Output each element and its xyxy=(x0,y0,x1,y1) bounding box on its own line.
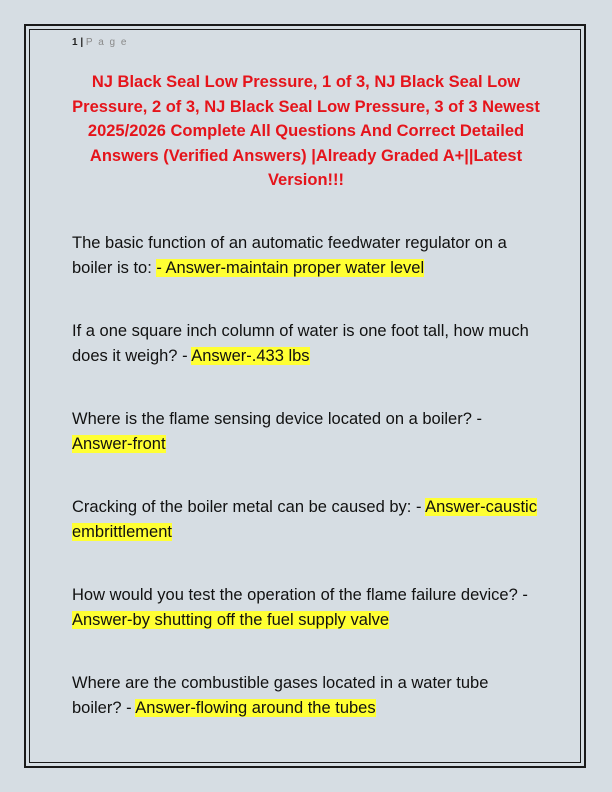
question-text: Cracking of the boiler metal can be caused by: - xyxy=(72,498,426,516)
page-number: 1 xyxy=(72,37,78,48)
question-text: If a one square inch column of water is one foot tall, how much does it weigh? - xyxy=(72,322,529,365)
document-title: NJ Black Seal Low Pressure, 1 of 3, NJ Black Seal Low Pressure, 2 of 3, NJ Black Seal Low Pressure, 3 of 3 Newest 2025/2026 Complete All Questions And Correct Detailed Answers (Verified Answers) |Already Graded A+||Latest Version!!! xyxy=(72,73,540,189)
answer-highlight: Answer-.433 lbs xyxy=(191,346,310,365)
page-number-header xyxy=(72,37,128,48)
qa-item xyxy=(72,319,542,368)
answer-highlight: Answer-caustic embrittlement xyxy=(72,498,537,541)
qa-item xyxy=(72,583,542,632)
qa-item xyxy=(72,231,542,280)
qa-item xyxy=(72,671,542,720)
page-number-separator: | xyxy=(77,37,86,48)
answer-highlight: Answer-front xyxy=(72,434,166,453)
question-text: How would you test the operation of the flame failure device? - xyxy=(72,586,528,604)
qa-item xyxy=(72,407,542,456)
answer-highlight: Answer-by shutting off the fuel supply valve xyxy=(72,610,390,629)
page-label: P a g e xyxy=(85,37,128,48)
question-text: Where are the combustible gases located in a water tube boiler? - xyxy=(72,674,489,717)
answer-highlight: - Answer-maintain proper water level xyxy=(156,258,425,277)
qa-item xyxy=(72,495,542,544)
question-text: The basic function of an automatic feedwater regulator on a boiler is to: xyxy=(72,234,507,277)
question-text: Where is the flame sensing device located on a boiler? - xyxy=(72,410,482,428)
answer-highlight: Answer-flowing around the tubes xyxy=(135,698,376,717)
